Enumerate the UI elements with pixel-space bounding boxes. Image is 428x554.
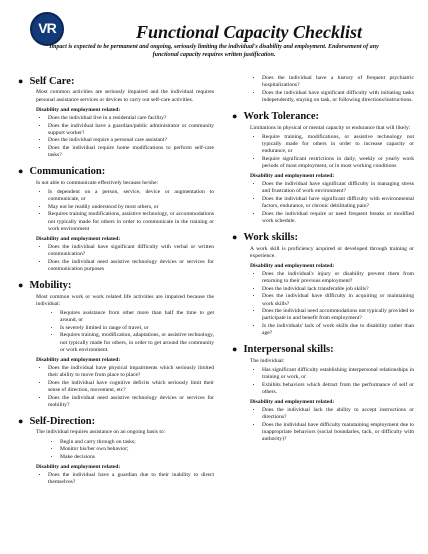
page-title: Functional Capacity Checklist — [135, 22, 363, 42]
list-item: • Does the individual require home modifications to perform self-care tasks? — [48, 145, 214, 159]
list-item: • Does the individual lack the ability to accept instructions or directions? — [262, 407, 414, 421]
section-communication — [18, 165, 214, 273]
bullet-icon: ● — [232, 111, 238, 122]
section-continued — [232, 75, 414, 104]
checklist — [18, 365, 214, 409]
criteria-list — [18, 439, 214, 461]
list-item: • Does the individual need assistive technology devices or services for communication purposes — [48, 259, 214, 273]
bullet-icon: ● — [18, 75, 24, 86]
list-item: • Require training, modifications, or assistive technology not typically made for others in order to increase capacity or endurance, or — [262, 134, 414, 155]
list-item: • Does the individual require a personal care assistant? — [48, 137, 214, 144]
section-self-care — [18, 75, 214, 159]
dr-label: Disability and employment related: — [36, 106, 121, 113]
vr-logo — [30, 12, 64, 46]
list-item: • Does the individual lack transferable job skills? — [262, 286, 414, 293]
list-item: • Does the individual have difficulty in acquiring or maintaining work skills? — [262, 293, 414, 307]
section-title: Self-Direction: — [29, 415, 96, 427]
section-desc: Is not able to communicate effectively because he/she: — [36, 179, 159, 186]
list-item: • Does the individual live in a residential care facility? — [48, 115, 214, 122]
list-item: • Is severely limited in range of travel, or — [60, 325, 214, 332]
list-item: • Does the individual require or need frequent breaks or modified work schedule. — [262, 211, 414, 225]
list-item: • Does the individual have significant difficulty with environmental factors, endurance, or chronic debilitating pain? — [262, 196, 414, 210]
section-desc: Most common work or work related life activities are impaired because the individual: — [36, 293, 214, 307]
section-work-tolerance — [232, 110, 414, 225]
list-item: • Does the individual have physical impairments which seriously limited their ability to move from place to place? — [48, 365, 214, 379]
list-item: • Is the individuals' lack of work skills due to disability rather than age? — [262, 323, 414, 337]
left-column — [18, 75, 214, 492]
list-item: • Requires training modifications, assistive technology, or accommodations not typically made for others in order to communicate in the training or work environment — [48, 211, 214, 232]
list-item: • Does the individual have a guardian/public administrator or community support worker? — [48, 123, 214, 137]
criteria-list — [232, 367, 414, 396]
list-item: • Monitor his/her own behavior; — [60, 446, 214, 453]
dr-label: Disability and employment related: — [36, 356, 121, 363]
section-desc: Limitations in physical or mental capacity or endurance that will likely: — [250, 124, 411, 131]
section-self-direction — [18, 415, 214, 487]
bullet-icon: ● — [18, 280, 24, 291]
section-desc: Most common activities are seriously impaired and the individual requires personal assistance services or devices to carry out self-care activities. — [36, 89, 214, 103]
bullet-icon: ● — [232, 344, 238, 355]
list-item: • Requires assistance from other more than half the time to get around, or — [60, 310, 214, 324]
criteria-list — [232, 134, 414, 170]
list-item: • Does the individual have a guardian due to their inability to direct themselves? — [48, 472, 214, 486]
checklist — [232, 271, 414, 337]
section-title: Work skills: — [243, 232, 298, 244]
dr-label: Disability and employment related: — [36, 464, 121, 470]
bullet-icon: ● — [232, 232, 238, 243]
section-work-skills — [232, 231, 414, 337]
bullet-icon: ● — [18, 415, 24, 426]
section-title: Mobility: — [29, 280, 72, 292]
section-title: Interpersonal skills: — [243, 344, 334, 356]
section-desc: The individual: — [250, 357, 285, 364]
checklist — [232, 181, 414, 225]
list-item: • Exhibits behaviors which detract from the performance of self or others. — [262, 382, 414, 396]
list-item: • Does the individual have significant difficulty with initiating tasks independently, staying on task, or following directions/instructions. — [262, 90, 414, 104]
list-item: • Does the individual's injury or disability prevent them from returning to their previous employment? — [262, 271, 414, 285]
section-interpersonal — [232, 343, 414, 443]
list-item: • Does the individual need assistive technology devices or services for mobility? — [48, 395, 214, 409]
bullet-icon: ● — [18, 166, 24, 177]
dr-label: Disability and employment related: — [250, 262, 335, 269]
list-item: • Is dependent on a person, service, device or augmentation to communicate, or — [48, 189, 214, 203]
criteria-list — [18, 310, 214, 354]
checklist — [232, 407, 414, 443]
intro-text: Impact is expected to be permanent and ongoing, seriously limiting the individual's disability and employment. Endorsement of any functional capacity requires written justification. — [49, 44, 379, 58]
list-item: • Make decisions — [60, 454, 214, 461]
checklist — [18, 115, 214, 159]
list-item: • Does the individual have a history of frequent psychiatric hospitalizations? — [262, 75, 414, 89]
section-title: Communication: — [29, 166, 106, 178]
list-item: • Requires training, modification, adaptations, or assistive technology, not typically made for others, in order to get around the community or work environment. — [60, 332, 214, 353]
criteria-list — [18, 189, 214, 233]
section-desc: A work skill is proficiency acquired or developed through training or experience. — [250, 245, 414, 259]
section-title: Self Care: — [29, 76, 75, 87]
list-item: • May not be readily understood by most others, or — [48, 204, 214, 211]
dr-label: Disability and employment related: — [250, 173, 335, 179]
list-item: • Require significant restrictions in daily, weekly or yearly work periods of most employment, or in most working conditions — [262, 156, 414, 170]
list-item: • Has significant difficulty establishing interpersonal relationships in training or work, or — [262, 367, 414, 381]
list-item: • Does the individual have significant difficulty with verbal or written communication? — [48, 244, 214, 258]
checklist — [232, 75, 414, 104]
list-item: • Does the individual have difficulty maintaining employment due to inappropriate behaviors (social boundaries, tack, or difficulty with authority)? — [262, 422, 414, 443]
list-item: • Begin and carry through on tasks; — [60, 439, 214, 446]
section-desc: The individual requires assistance on an ongoing basis to: — [36, 429, 166, 436]
dr-label: Disability and employment related: — [250, 399, 335, 406]
list-item: • Does the individual need accommodations not typically provided to participate in and benefit from employment? — [262, 308, 414, 322]
list-item: • Does the individual have cognitive deficits which seriously limit their sense of direction, movement, etc? — [48, 380, 214, 394]
checklist — [18, 472, 214, 486]
dr-label: Disability and employment related: — [36, 235, 121, 242]
logo-text: VR — [38, 20, 56, 36]
checklist — [18, 244, 214, 273]
section-mobility — [18, 279, 214, 409]
section-title: Work Tolerance: — [243, 111, 319, 123]
list-item: • Does the individual have significant difficulty in managing stress and frustration of work environment? — [262, 181, 414, 195]
right-column — [232, 75, 414, 450]
